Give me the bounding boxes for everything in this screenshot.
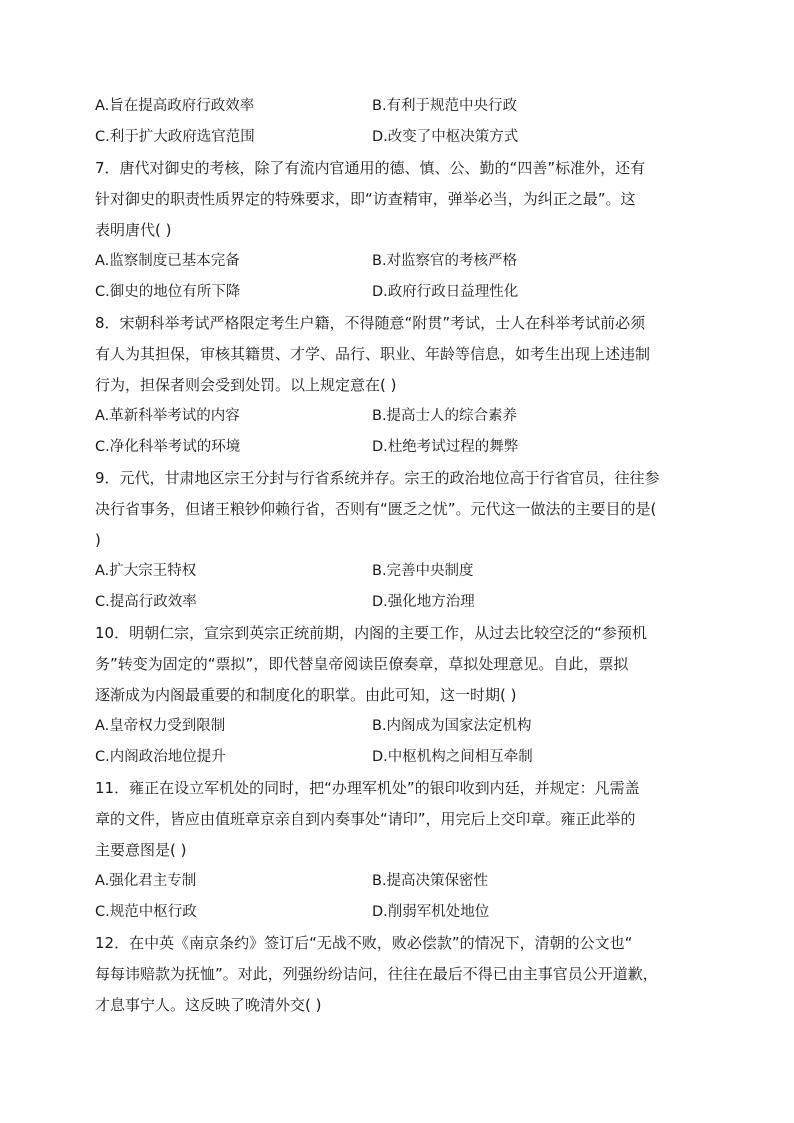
q9-option-a: A.扩大宗王特权	[95, 563, 197, 579]
q9-text-line-3: )	[95, 531, 101, 549]
q8-option-c: C.净化科举考试的环境	[95, 439, 241, 455]
q7-option-row-2	[95, 277, 700, 307]
q11-option-c: C.规范中枢行政	[95, 904, 197, 920]
q10-option-b: B.内阁成为国家法定机构	[372, 718, 532, 734]
q10-option-c: C.内阁政治地位提升	[95, 749, 226, 765]
q10-text-line-1: 10．明朝仁宗，宣宗到英宗正统前期，内阁的主要工作，从过去比较空泛的“参预机	[95, 624, 647, 642]
q9-text-line-2: 决行省事务，但诸王粮钞仰赖行省，否则有“匮乏之忧”。元代这一做法的主要目的是(	[95, 500, 657, 518]
q7-text-line-1: 7．唐代对御史的考核，除了有流内官通用的德、慎、公、勤的“四善”标准外，还有	[95, 159, 646, 177]
q9-option-row-2	[95, 587, 700, 617]
q8-option-a: A.革新科举考试的内容	[95, 408, 240, 424]
q9-option-b: B.完善中央制度	[372, 563, 474, 579]
q6-option-row-1	[95, 91, 700, 121]
q6-option-d: D.改变了中枢决策方式	[372, 129, 519, 145]
q8-option-d: D.杜绝考试过程的舞弊	[372, 439, 519, 455]
q8-option-row-1	[95, 401, 700, 431]
q7-text-line-3: 表明唐代( )	[95, 221, 172, 239]
q10-option-row-1	[95, 711, 700, 741]
q7-option-d: D.政府行政日益理性化	[372, 284, 519, 300]
q11-text-line-1: 11．雍正在设立军机处的同时，把“办理军机处”的银印收到内廷，并规定：凡需盖	[95, 779, 640, 797]
q10-option-d: D.中枢机构之间相互牵制	[372, 749, 533, 765]
q8-option-b: B.提高士人的综合素养	[372, 408, 518, 424]
q7-option-a: A.监察制度已基本完备	[95, 253, 240, 269]
q6-option-b: B.有利于规范中央行政	[372, 98, 518, 114]
q8-text-line-1: 8．宋朝科举考试严格限定考生户籍，不得随意“附贯”考试，士人在科举考试前必须	[95, 314, 646, 332]
q11-option-a: A.强化君主专制	[95, 873, 197, 889]
q12-text-line-2: 每每讳赔款为抚恤”。对此，列强纷纷诘问，往往在最后不得已由主事官员公开道歉，	[95, 965, 658, 983]
q8-option-row-2	[95, 432, 700, 462]
q11-option-d: D.削弱军机处地位	[372, 904, 490, 920]
q7-option-c: C.御史的地位有所下降	[95, 284, 241, 300]
q11-text-line-2: 章的文件，皆应由值班章京亲自到内奏事处“请印”，用完后上交印章。雍正此举的	[95, 810, 636, 828]
q7-option-row-1	[95, 246, 700, 276]
q12-text-line-3: 才息事宁人。这反映了晚清外交( )	[95, 996, 322, 1014]
q9-option-row-1	[95, 556, 700, 586]
q10-text-line-3: 逐渐成为内阁最重要的和制度化的职掌。由此可知，这一时期( )	[95, 686, 517, 704]
q11-option-b: B.提高决策保密性	[372, 873, 489, 889]
q11-text-line-3: 主要意图是( )	[95, 841, 187, 859]
q6-option-row-2	[95, 122, 700, 152]
q8-text-line-3: 行为，担保者则会受到处罚。以上规定意在( )	[95, 376, 397, 394]
q9-option-c: C.提高行政效率	[95, 594, 197, 610]
q7-text-line-2: 针对御史的职责性质界定的特殊要求，即“访查精审，弹举必当，为纠正之最”。这	[95, 190, 636, 208]
q9-text-line-1: 9．元代，甘肃地区宗王分封与行省系统并存。宗王的政治地位高于行省官员，往往参	[95, 469, 660, 487]
q11-option-row-2	[95, 897, 700, 927]
q12-text-line-1: 12．在中英《南京条约》签订后“无战不败，败必偿款”的情况下，清朝的公文也“	[95, 934, 633, 952]
q6-option-c: C.利于扩大政府选官范围	[95, 129, 255, 145]
q11-option-row-1	[95, 866, 700, 896]
q10-option-row-2	[95, 742, 700, 772]
q8-text-line-2: 有人为其担保，审核其籍贯、才学、品行、职业、年龄等信息，如考生出现上述违制	[95, 345, 651, 363]
q10-option-a: A.皇帝权力受到限制	[95, 718, 226, 734]
q10-text-line-2: 务”转变为固定的“票拟”，即代替皇帝阅读臣僚奏章，草拟处理意见。自此，票拟	[95, 655, 629, 673]
q9-option-d: D.强化地方治理	[372, 594, 475, 610]
q7-option-b: B.对监察官的考核严格	[372, 253, 518, 269]
q6-option-a: A.旨在提高政府行政效率	[95, 98, 255, 114]
